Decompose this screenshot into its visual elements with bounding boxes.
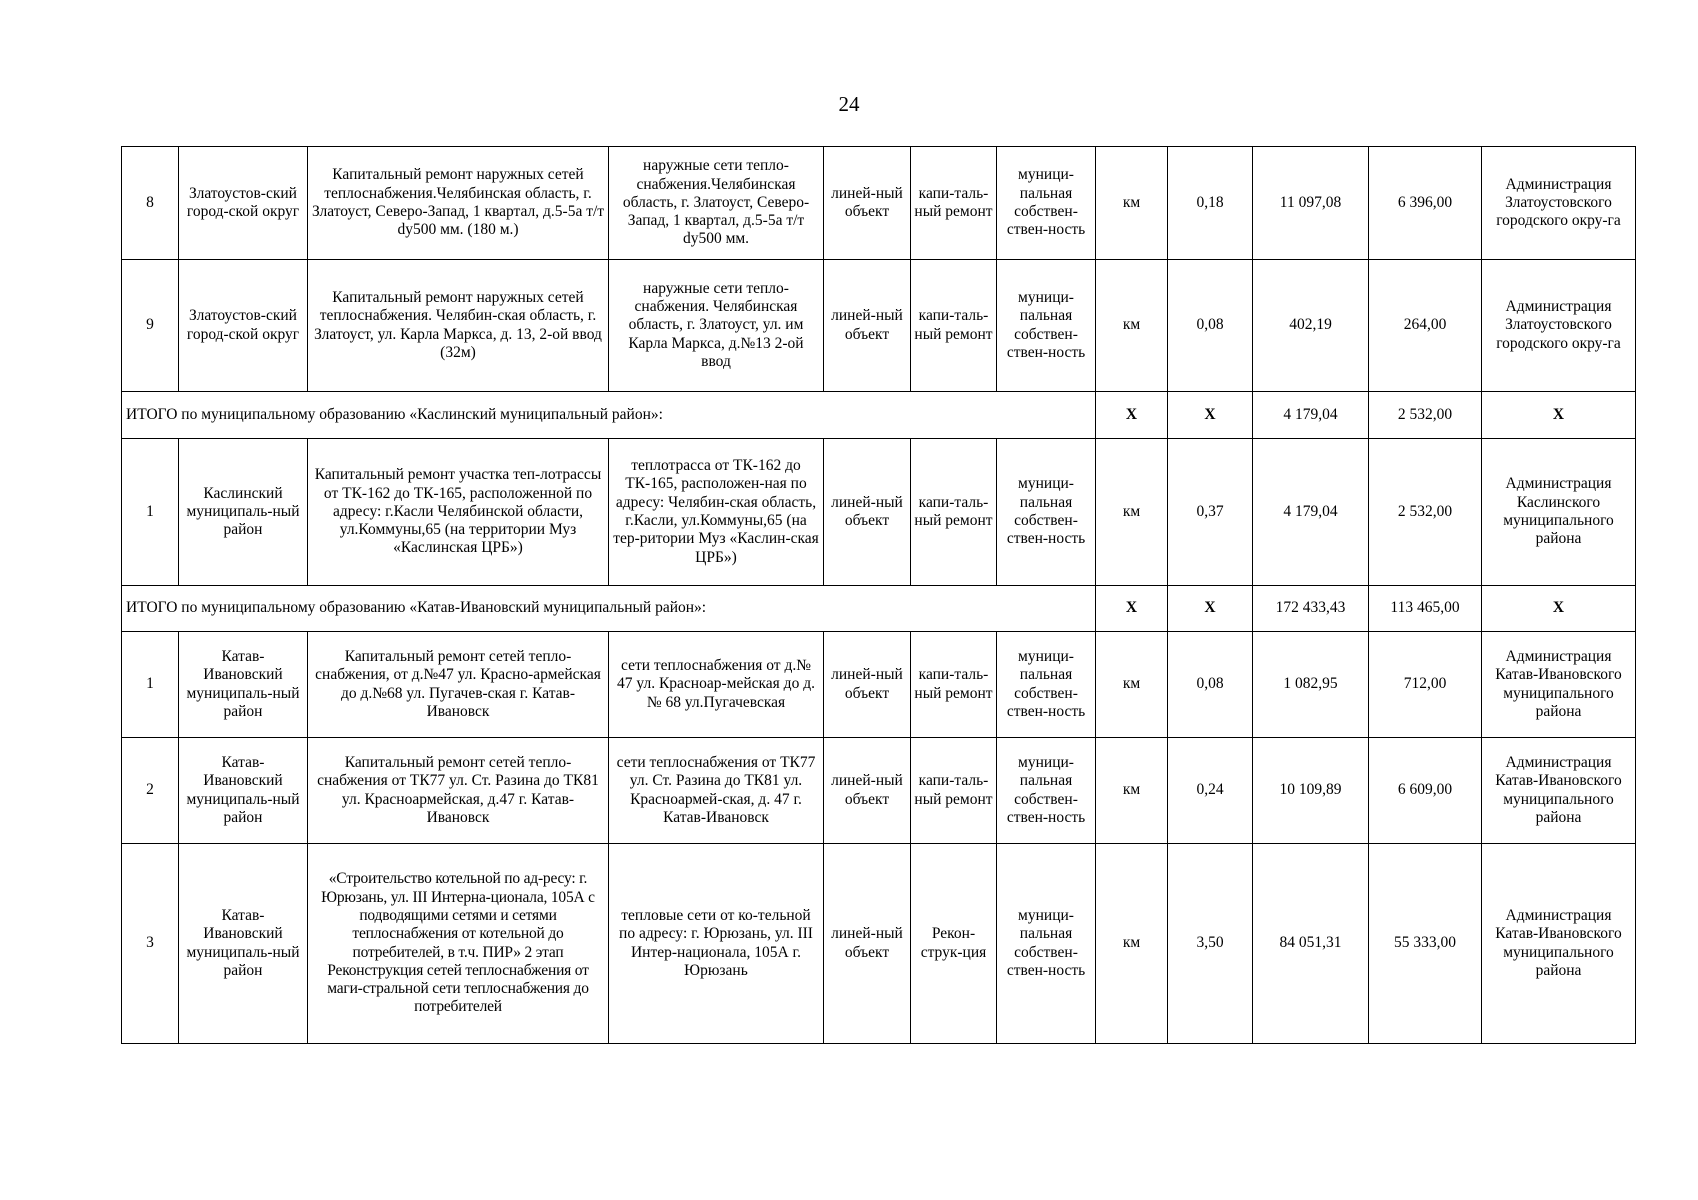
quantity-cell: 0,24 [1168,738,1253,844]
subsidy-cell: 2 532,00 [1369,392,1482,439]
customer-cell: Администрация Златоустовского городского окру-га [1482,260,1636,392]
work-description-cell: Капитальный ремонт наружных сетей теплоснабжения. Челябин-ская область, г. Златоуст, ул. Карла Маркса, д. 13, 2-ой ввод (32м) [308,260,609,392]
ownership-cell: муници-пальная собствен-ствен-ность [997,439,1096,586]
customer-cell: Администрация Катав-Ивановского муниципального района [1482,738,1636,844]
table-row [122,147,1636,260]
subsidy-cell: 6 396,00 [1369,147,1482,260]
municipality-cell: Каслинский муниципаль-ный район [179,439,308,586]
page-number: 24 [838,92,860,116]
customer-cell: Администрация Катав-Ивановского муниципального района [1482,844,1636,1044]
ownership-cell: муници-пальная собствен-ствен-ность [997,844,1096,1044]
customer-cell: X [1482,586,1636,632]
subsidy-cell: 6 609,00 [1369,738,1482,844]
work-description-cell: Капитальный ремонт наружных сетей теплоснабжения.Челябинская область, г. Златоуст, Северо-Запад, 1 квартал, д.5-5а т/т dу500 мм. (180 м.) [308,147,609,260]
customer-cell: Администрация Каслинского муниципального района [1482,439,1636,586]
object-description-cell: наружные сети тепло-снабжения.Челябинская область, г. Златоуст, Северо-Запад, 1 квартал, д.5-5а т/т dу500 мм. [609,147,824,260]
ownership-cell: муници-пальная собствен-ствен-ность [997,260,1096,392]
customer-cell: Администрация Катав-Ивановского муниципального района [1482,632,1636,738]
object-description-cell: сети теплоснабжения от д.№ 47 ул. Красноар-мейская до д.№ 68 ул.Пугачевская [609,632,824,738]
municipality-cell: Златоустов-ский город-ской округ [179,147,308,260]
object-type-cell: линей-ный объект [824,147,911,260]
object-description-cell: сети теплоснабжения от ТК77 ул. Ст. Разина до ТК81 ул. Красноармей-ская, д. 47 г. Катав-Ивановск [609,738,824,844]
row-number: 1 [122,439,179,586]
table-row [122,439,1636,586]
table-row [122,260,1636,392]
object-type-cell: линей-ный объект [824,844,911,1044]
row-number: 2 [122,738,179,844]
investment-table [121,146,1636,1044]
quantity-cell: X [1168,392,1253,439]
ownership-cell: муници-пальная собствен-ствен-ность [997,147,1096,260]
work-description-cell: Капитальный ремонт сетей тепло-снабжения от ТК77 ул. Ст. Разина до ТК81 ул. Красноармейская, д.47 г. Катав-Ивановск [308,738,609,844]
work-type-cell: капи-таль-ный ремонт [911,632,997,738]
total-cost-cell: 402,19 [1253,260,1369,392]
unit-cell: X [1096,392,1168,439]
subsidy-cell: 55 333,00 [1369,844,1482,1044]
unit-cell: км [1096,632,1168,738]
customer-cell: Администрация Златоустовского городского окру-га [1482,147,1636,260]
table-row [122,632,1636,738]
municipality-cell: Катав-Ивановский муниципаль-ный район [179,738,308,844]
work-type-cell: Рекон-струк-ция [911,844,997,1044]
subsidy-cell: 113 465,00 [1369,586,1482,632]
unit-cell: км [1096,147,1168,260]
summary-row [122,586,1636,632]
total-cost-cell: 172 433,43 [1253,586,1369,632]
ownership-cell: муници-пальная собствен-ствен-ность [997,632,1096,738]
municipality-cell: Катав-Ивановский муниципаль-ный район [179,844,308,1044]
total-cost-cell: 11 097,08 [1253,147,1369,260]
object-description-cell: наружные сети тепло-снабжения. Челябинская область, г. Златоуст, ул. им Карла Маркса, д.№13 2-ой ввод [609,260,824,392]
quantity-cell: 0,08 [1168,632,1253,738]
object-type-cell: линей-ный объект [824,260,911,392]
work-description-cell: «Строительство котельной по ад-ресу: г. Юрюзань, ул. III Интерна-ционала, 105А с подводящими сетями и сетями теплоснабжения от котельной до потребителей, в т.ч. ПИР» 2 этап Реконструкция сетей теплоснабжения от маги-стральной сети теплоснабжения до потребителей [308,844,609,1044]
quantity-cell: 0,18 [1168,147,1253,260]
total-cost-cell: 10 109,89 [1253,738,1369,844]
total-cost-cell: 4 179,04 [1253,439,1369,586]
summary-label: ИТОГО по муниципальному образованию «Катав-Ивановский муниципальный район»: [122,586,1096,632]
table-row [122,844,1636,1044]
customer-cell: X [1482,392,1636,439]
total-cost-cell: 84 051,31 [1253,844,1369,1044]
work-type-cell: капи-таль-ный ремонт [911,260,997,392]
work-description-cell: Капитальный ремонт сетей тепло-снабжения, от д.№47 ул. Красно-армейская до д.№68 ул. Пугачев-ская г. Катав-Ивановск [308,632,609,738]
unit-cell: км [1096,439,1168,586]
subsidy-cell: 2 532,00 [1369,439,1482,586]
ownership-cell: муници-пальная собствен-ствен-ность [997,738,1096,844]
object-description-cell: теплотрасса от ТК-162 до ТК-165, расположен-ная по адресу: Челябин-ская область, г.Касли, ул.Коммуны,65 (на тер-ритории Муз «Каслин-ская ЦРБ») [609,439,824,586]
table-row [122,738,1636,844]
municipality-cell: Катав-Ивановский муниципаль-ный район [179,632,308,738]
summary-label: ИТОГО по муниципальному образованию «Каслинский муниципальный район»: [122,392,1096,439]
subsidy-cell: 712,00 [1369,632,1482,738]
total-cost-cell: 4 179,04 [1253,392,1369,439]
unit-cell: км [1096,738,1168,844]
row-number: 8 [122,147,179,260]
total-cost-cell: 1 082,95 [1253,632,1369,738]
object-type-cell: линей-ный объект [824,738,911,844]
unit-cell: км [1096,260,1168,392]
row-number: 9 [122,260,179,392]
quantity-cell: 3,50 [1168,844,1253,1044]
work-type-cell: капи-таль-ный ремонт [911,738,997,844]
object-description-cell: тепловые сети от ко-тельной по адресу: г. Юрюзань, ул. III Интер-национала, 105А г. Юрюзань [609,844,824,1044]
row-number: 1 [122,632,179,738]
quantity-cell: X [1168,586,1253,632]
summary-row [122,392,1636,439]
work-description-cell: Капитальный ремонт участка теп-лотрассы от ТК-162 до ТК-165, расположенной по адресу: г.Касли Челябинской области, ул.Коммуны,65 (на территории Муз «Каслинская ЦРБ») [308,439,609,586]
object-type-cell: линей-ный объект [824,632,911,738]
municipality-cell: Златоустов-ский город-ской округ [179,260,308,392]
quantity-cell: 0,37 [1168,439,1253,586]
quantity-cell: 0,08 [1168,260,1253,392]
unit-cell: X [1096,586,1168,632]
work-type-cell: капи-таль-ный ремонт [911,147,997,260]
work-type-cell: капи-таль-ный ремонт [911,439,997,586]
object-type-cell: линей-ный объект [824,439,911,586]
unit-cell: км [1096,844,1168,1044]
subsidy-cell: 264,00 [1369,260,1482,392]
row-number: 3 [122,844,179,1044]
